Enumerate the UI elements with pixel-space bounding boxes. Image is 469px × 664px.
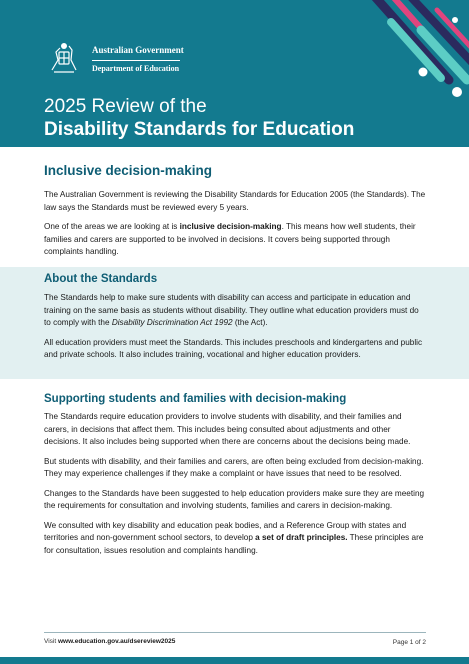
government-name: Australian Government (92, 45, 184, 55)
paragraph: Changes to the Standards have been suggested to help education providers make sure they are meeting the requirements for consultation and involving students, families and carers in decision-making. (44, 488, 425, 510)
document-title-line1: 2025 Review of the (44, 96, 207, 117)
header-banner (0, 0, 469, 147)
footer-divider (44, 632, 426, 633)
section-heading: About the Standards (44, 273, 158, 285)
section-heading: Inclusive decision-making (44, 163, 213, 178)
footer-visit: Visit www.education.gov.au/dsereview2025 (44, 638, 176, 645)
section-about-the-standards (44, 272, 426, 362)
document-title-line2: Disability Standards for Education (44, 119, 355, 140)
logo-divider (92, 60, 180, 61)
coat-of-arms-icon (44, 40, 84, 76)
section-supporting-students (44, 392, 426, 557)
government-logo-text (92, 45, 184, 74)
section-heading: Supporting students and families with decision-making (44, 393, 347, 405)
paragraph: One of the areas we are looking at is inclusive decision-making. This means how well students, their families and carers are supported to be involved in decisions. It covers being supported through complaints handling. (44, 222, 416, 256)
page-number: Page 1 of 2 (392, 639, 426, 646)
paragraph: The Australian Government is reviewing the Disability Standards for Education 2005 (the Standards). The law says the Standards must be reviewed every 5 years. (44, 190, 426, 212)
decorative-stripes-icon (329, 0, 469, 147)
paragraph: The Standards require education providers to involve students with disability, and their families and carers, in decisions that affect them. This includes being consulted about adjustments and other decisions. It also includes being supported when there are concerns about the decisions being made. (44, 412, 411, 446)
section-inclusive-decision-making (44, 163, 426, 259)
paragraph: All education providers must meet the Standards. This includes preschools and kindergartens and public and private schools. It also includes training, vocational and higher education providers. (44, 337, 423, 359)
footer-url-link[interactable]: www.education.gov.au/dsereview2025 (57, 638, 176, 645)
footer-bar (0, 657, 469, 664)
department-name: Department of Education (92, 64, 180, 73)
paragraph: We consulted with key disability and education peak bodies, and a Reference Group with states and territories and non-government school sectors, to develop a set of draft principles. These principles are for consultation, issues resolution and complaints handling. (44, 520, 424, 555)
paragraph: The Standards help to make sure students with disability can access and participate in education and training on the same basis as students without disability. They outline what education providers must do to comply with the Disability Discrimination Act 1992 (the Act). (44, 293, 419, 327)
paragraph: But students with disability, and their families and carers, are often being excluded from decision-making. They may experience challenges if they make a complaint or have issues that need to be resolved. (44, 456, 424, 478)
